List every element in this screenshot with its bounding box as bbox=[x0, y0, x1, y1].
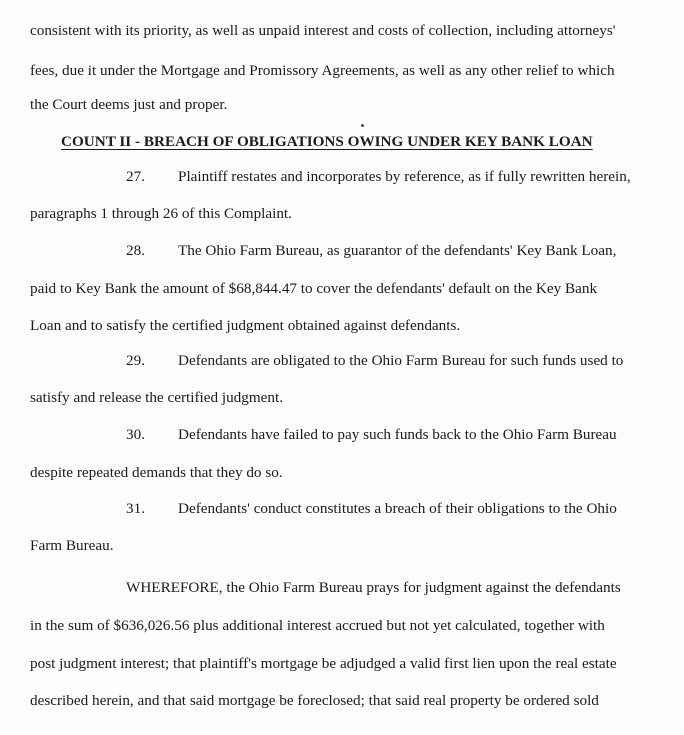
line-text: the Court deems just and proper. bbox=[30, 96, 228, 113]
heading-text: COUNT II - BREACH OF OBLIGATIONS OWING UNDER KEY BANK LOAN bbox=[61, 133, 593, 150]
line-text: Defendants have failed to pay such funds back to the Ohio Farm Bureau bbox=[178, 426, 617, 443]
body-line-3 bbox=[30, 96, 227, 114]
line-text: Defendants are obligated to the Ohio Farm Bureau for such funds used to bbox=[178, 352, 624, 369]
paragraph-28-line-3 bbox=[30, 317, 460, 335]
wherefore-line-3 bbox=[30, 655, 617, 673]
line-text: Plaintiff restates and incorporates by reference, as if fully rewritten herein, bbox=[178, 168, 631, 185]
paragraph-28-line-2 bbox=[30, 280, 597, 298]
line-text: Farm Bureau. bbox=[30, 537, 114, 554]
body-line-2 bbox=[30, 62, 615, 80]
line-text: paragraphs 1 through 26 of this Complaint. bbox=[30, 205, 292, 222]
line-text: Defendants' conduct constitutes a breach of their obligations to the Ohio bbox=[178, 500, 617, 517]
paragraph-number: 30. bbox=[126, 426, 145, 443]
line-text: Loan and to satisfy the certified judgment obtained against defendants. bbox=[30, 317, 461, 334]
paragraph-number: 29. bbox=[126, 352, 145, 369]
paragraph-30-line-2 bbox=[30, 464, 283, 482]
paragraph-27-line-1 bbox=[126, 168, 631, 186]
line-text: consistent with its priority, as well as unpaid interest and costs of collection, including attorneys' bbox=[30, 22, 616, 39]
line-text: post judgment interest; that plaintiff's mortgage be adjudged a valid first lien upon the real estate bbox=[30, 655, 617, 672]
paragraph-31-line-1 bbox=[126, 500, 617, 518]
body-line-1 bbox=[30, 22, 616, 40]
line-text: The Ohio Farm Bureau, as guarantor of the defendants' Key Bank Loan, bbox=[178, 242, 617, 259]
line-text: WHEREFORE, the Ohio Farm Bureau prays for judgment against the defendants bbox=[126, 579, 621, 596]
paragraph-number: 28. bbox=[126, 242, 145, 259]
paragraph-28-line-1 bbox=[126, 242, 616, 260]
line-text: in the sum of $636,026.56 plus additional interest accrued but not yet calculated, together with bbox=[30, 617, 605, 634]
wherefore-line-1 bbox=[126, 579, 621, 597]
paragraph-number: 31. bbox=[126, 500, 145, 517]
line-text: paid to Key Bank the amount of $68,844.47 to cover the defendants' default on the Key Bank bbox=[30, 280, 598, 297]
line-text: fees, due it under the Mortgage and Promissory Agreements, as well as any other relief to which bbox=[30, 62, 615, 79]
wherefore-line-2 bbox=[30, 617, 605, 635]
line-text: satisfy and release the certified judgment. bbox=[30, 389, 284, 406]
paragraph-30-line-1 bbox=[126, 426, 617, 444]
paragraph-31-line-2 bbox=[30, 537, 114, 555]
wherefore-line-4 bbox=[30, 692, 599, 710]
scan-speck bbox=[361, 124, 364, 127]
paragraph-29-line-2 bbox=[30, 389, 283, 407]
line-text: despite repeated demands that they do so. bbox=[30, 464, 283, 481]
paragraph-29-line-1 bbox=[126, 352, 623, 370]
line-text: described herein, and that said mortgage be foreclosed; that said real property be ordered sold bbox=[30, 692, 599, 709]
paragraph-27-line-2 bbox=[30, 205, 292, 223]
section-heading bbox=[61, 133, 593, 151]
paragraph-number: 27. bbox=[126, 168, 145, 185]
